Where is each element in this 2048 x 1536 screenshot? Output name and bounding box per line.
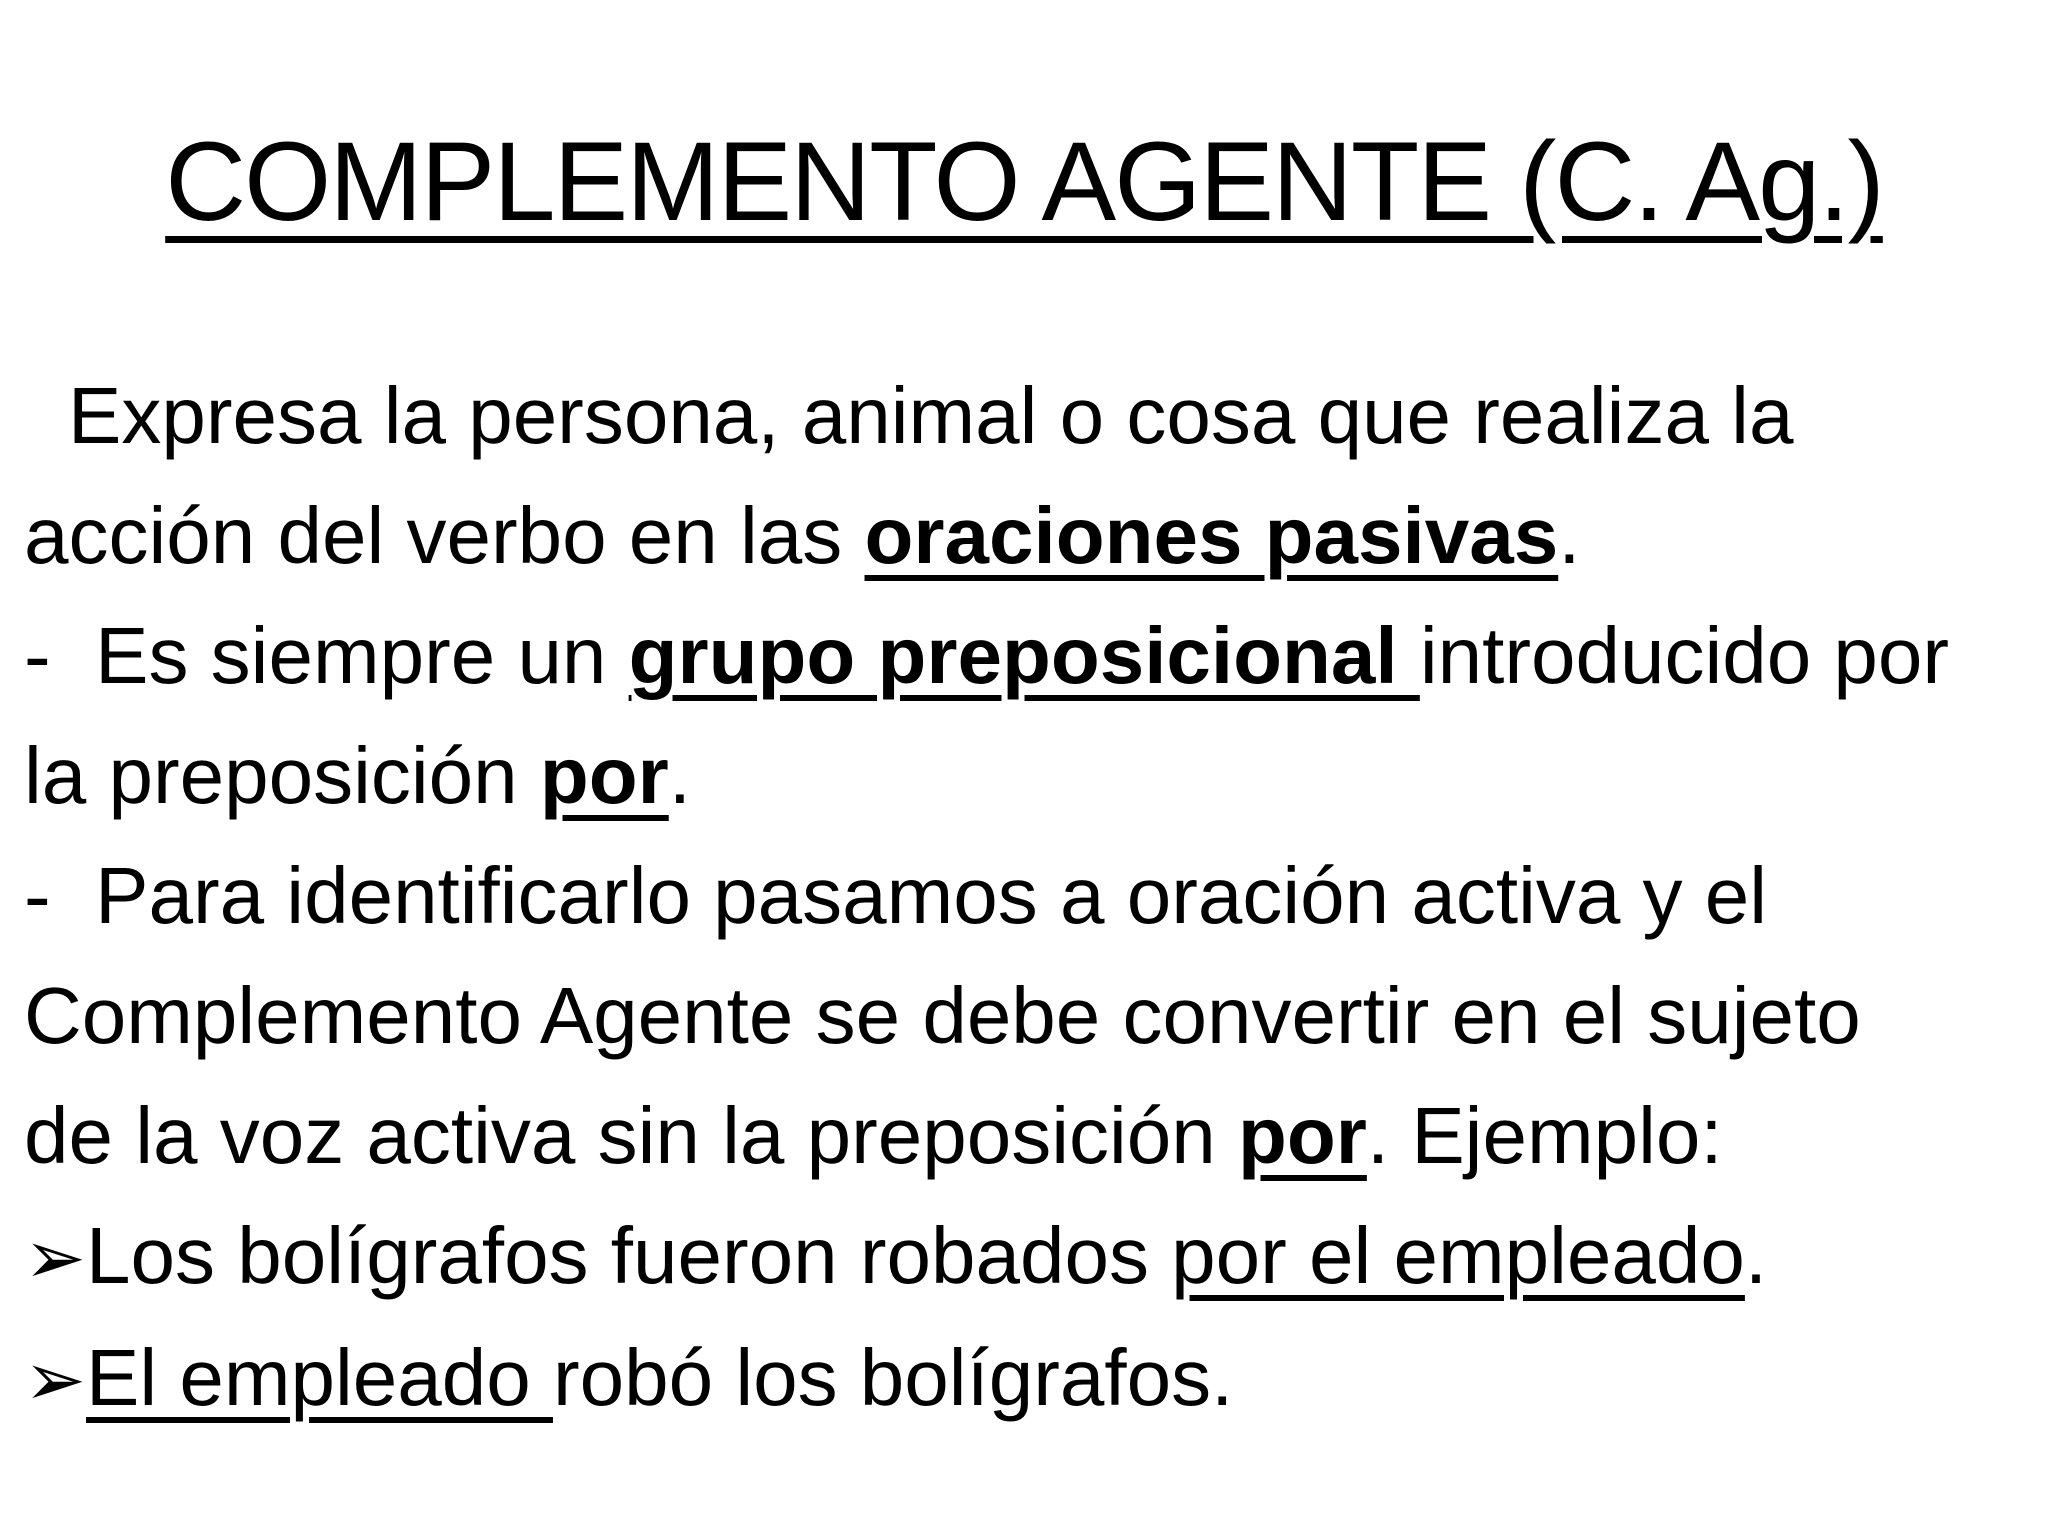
text-run: . Ejemplo:: [1366, 1091, 1723, 1180]
text-run: de la voz activa sin la preposición: [24, 1091, 1238, 1180]
text-line: [24, 476, 2036, 596]
text-run: por: [1237, 1091, 1367, 1180]
text-run: acción del verbo en las: [24, 491, 865, 580]
text-line: [24, 356, 2036, 476]
text-line: [24, 1076, 2036, 1196]
text-run: por el empleado: [1171, 1211, 1745, 1300]
text-run: grupo preposicional: [628, 611, 1420, 700]
text-run: Los bolígrafos fueron robados: [86, 1211, 1172, 1300]
slide-body-text: [24, 356, 2036, 1440]
text-run: introducido por: [1419, 611, 1950, 700]
text-line: [24, 1318, 2036, 1440]
text-run: Expresa la persona, animal o cosa que realiza la: [68, 371, 1794, 460]
text-run: .: [1558, 491, 1581, 580]
text-run: robó los bolígrafos.: [552, 1333, 1234, 1422]
arrow-bullet-icon: ➢: [24, 1337, 87, 1423]
text-run: oraciones pasivas: [864, 491, 1559, 580]
text-line: [24, 836, 2036, 956]
page-title-text: COMPLEMENTO AGENTE (C. Ag.): [165, 119, 1883, 244]
text-run: .: [1744, 1211, 1768, 1300]
text-run: El empleado: [86, 1333, 553, 1422]
arrow-bullet-icon: ➢: [24, 1215, 87, 1301]
text-run: Complemento Agente se debe convertir en el sujeto: [24, 971, 1861, 1060]
text-run: por: [539, 731, 669, 820]
text-run: - Para identificarlo pasamos a oración activa y el: [24, 851, 1768, 940]
text-line: [24, 956, 2036, 1076]
text-run: .: [668, 731, 691, 820]
text-run: la preposición: [24, 731, 540, 820]
text-run: - Es siempre un: [24, 611, 629, 700]
text-line: [24, 1196, 2036, 1318]
page-title: [0, 112, 2048, 252]
text-line: [24, 716, 2036, 836]
text-line: [24, 596, 2036, 716]
